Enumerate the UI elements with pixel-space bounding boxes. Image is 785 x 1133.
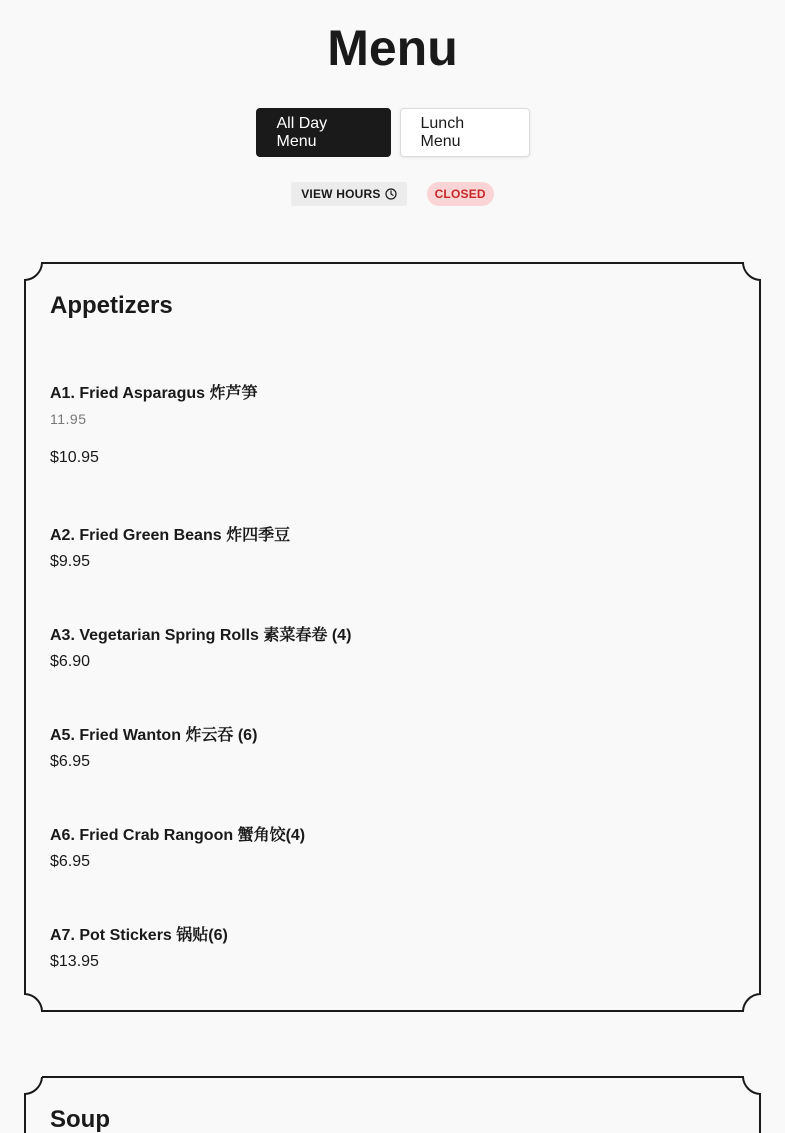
item-note: 11.95 [50, 411, 87, 427]
status-row [0, 182, 785, 206]
item-name: A5. Fried Wanton 炸云吞 (6) [50, 727, 258, 744]
view-hours-label: VIEW HOURS [301, 187, 381, 201]
tab-all-day-menu[interactable]: All Day Menu [256, 108, 391, 157]
menu-item[interactable] [50, 626, 351, 672]
item-name: A7. Pot Stickers 锅贴(6) [50, 927, 228, 944]
section-title: Appetizers [50, 292, 173, 319]
section-frame [24, 1076, 761, 1133]
item-price: $6.90 [50, 653, 91, 670]
tab-lunch-menu[interactable]: Lunch Menu [400, 108, 530, 157]
section-appetizers [24, 262, 761, 1012]
view-hours-button[interactable] [291, 182, 406, 206]
item-name: A1. Fried Asparagus 炸芦笋 [50, 385, 258, 402]
menu-item[interactable] [50, 384, 257, 468]
item-price: $9.95 [50, 553, 91, 570]
item-name: A2. Fried Green Beans 炸四季豆 [50, 527, 291, 544]
item-name: A3. Vegetarian Spring Rolls 素菜春卷 (4) [50, 627, 352, 644]
menu-item[interactable] [50, 726, 257, 772]
status-badge: CLOSED [427, 182, 494, 206]
item-name: A6. Fried Crab Rangoon 蟹角饺(4) [50, 827, 306, 844]
page-title: Menu [327, 20, 458, 76]
item-price: $6.95 [50, 853, 91, 870]
section-soup [24, 1076, 761, 1133]
menu-item[interactable] [50, 926, 228, 972]
item-price: $13.95 [50, 953, 99, 970]
menu-item[interactable] [50, 826, 305, 872]
clock-icon [385, 188, 397, 200]
item-price: $10.95 [50, 449, 99, 466]
menu-tabs [0, 108, 785, 157]
menu-item[interactable] [50, 526, 290, 572]
section-title: Soup [50, 1106, 110, 1133]
item-price: $6.95 [50, 753, 91, 770]
